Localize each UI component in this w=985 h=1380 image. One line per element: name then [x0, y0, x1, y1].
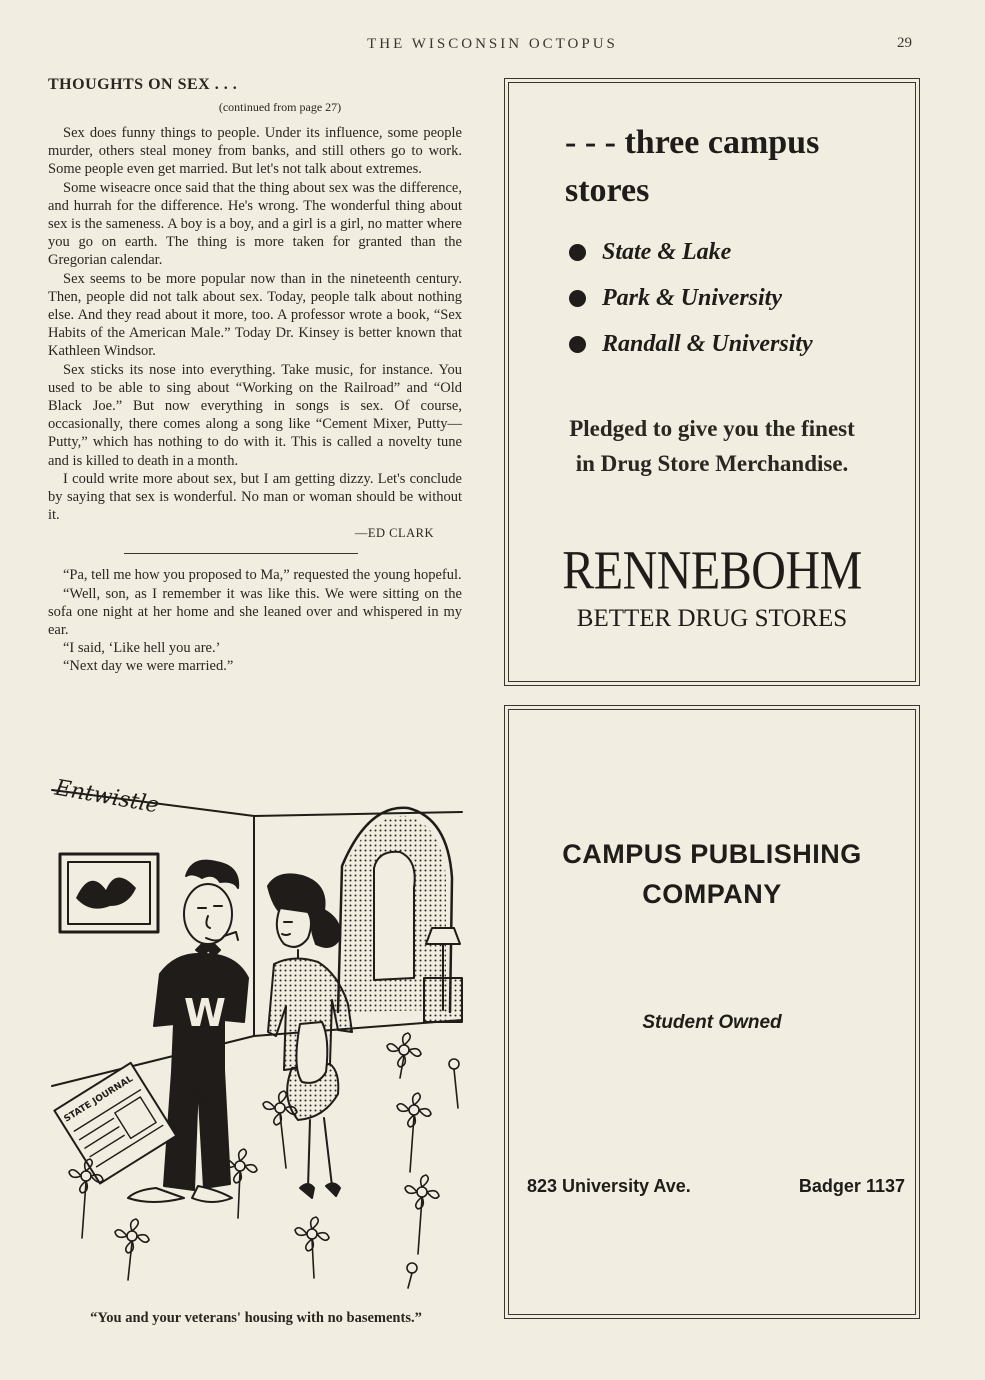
rennebohm-ad	[504, 78, 920, 686]
bullet-icon	[569, 336, 586, 353]
cartoon-caption: “You and your veterans' housing with no basements.”	[90, 1310, 422, 1326]
joke-text	[48, 566, 462, 675]
continued-note: (continued from page 27)	[218, 100, 342, 114]
artist-signature: Entwistle	[52, 775, 161, 819]
joke-paragraph: “Next day we were married.”	[63, 658, 234, 675]
list-item	[569, 229, 813, 275]
article-paragraph: Some wiseacre once said that the thing about sex was the difference, and hurrah for the difference. He's wrong. The wonderful thing about sex is the sameness. A boy is a boy, and a girl is a girl, no matter where you go on earth. The thing is more taken for granted than the Gregorian calendar.	[48, 179, 462, 269]
pledge-text	[505, 411, 919, 481]
section-divider	[124, 553, 358, 554]
ad-headline: - - - three campus stores	[565, 124, 820, 209]
company-address: 823 University Ave.	[527, 1176, 691, 1196]
company-name	[505, 834, 919, 914]
store-list	[569, 229, 813, 367]
sweater-letter: W	[184, 991, 226, 1035]
running-head-title: THE WISCONSIN OCTOPUS	[367, 36, 618, 52]
article-paragraph: I could write more about sex, but I am getting dizzy. Let's conclude by saying that sex is wonderful. No man or woman should be without it.	[48, 470, 462, 524]
company-name-line: COMPANY	[642, 879, 782, 909]
bullet-icon	[569, 244, 586, 261]
list-item	[569, 275, 813, 321]
cartoon-illustration	[48, 768, 464, 1304]
store-location: Park & University	[602, 284, 782, 311]
newspaper-masthead: STATE JOURNAL	[62, 1074, 135, 1125]
article-byline: —ED CLARK	[354, 526, 434, 541]
pledge-line: Pledged to give you the finest	[569, 416, 855, 441]
page-number: 29	[897, 35, 912, 51]
company-subtitle: Student Owned	[642, 1012, 782, 1033]
brand-name: RENNEBOHM	[562, 540, 862, 602]
article-paragraph: Sex does funny things to people. Under its influence, some people murder, others steal money from banks, and still others go to work. Some people even get married. But let's not talk about extremes.	[48, 125, 462, 178]
list-item	[569, 321, 813, 367]
article-paragraph: Sex seems to be more popular now than in the nineteenth century. Then, people did not talk about sex. Today, people talk about nothing else. And they read about it more, too. A professor wrote a book, “Sex Habits of the American Male.” Today Dr. Kinsey is better known that Kathleen Windsor.	[48, 270, 462, 360]
bullet-icon	[569, 290, 586, 307]
brand-tagline: BETTER DRUG STORES	[576, 605, 848, 632]
joke-paragraph: “I said, ‘Like hell you are.’	[63, 640, 221, 657]
article-headline: THOUGHTS ON SEX . . .	[48, 76, 238, 93]
store-location: State & Lake	[602, 238, 732, 265]
article-paragraph: Sex sticks its nose into everything. Take music, for instance. You used to be able to sing about “Working on the Railroad” and “Old Black Joe.” But now everything in songs is sex. Of course, occasionally, there comes along a song like “Cement Mixer, Putty—Putty,” which has nothing to do with it. This is called a novelty tune and is killed to death in a month.	[48, 361, 462, 469]
pledge-line: in Drug Store Merchandise.	[575, 451, 849, 476]
company-phone: Badger 1137	[798, 1176, 905, 1196]
joke-paragraph: “Well, son, as I remember it was like this. We were sitting on the sofa one night at her home and she leaned over and whispered in my ear.	[48, 585, 462, 639]
company-name-line: CAMPUS PUBLISHING	[562, 839, 862, 869]
store-location: Randall & University	[602, 330, 813, 357]
article-body	[48, 124, 462, 524]
article-column	[48, 76, 462, 676]
joke-paragraph: “Pa, tell me how you proposed to Ma,” requested the young hopeful.	[63, 567, 462, 584]
campus-publishing-ad	[504, 705, 920, 1319]
